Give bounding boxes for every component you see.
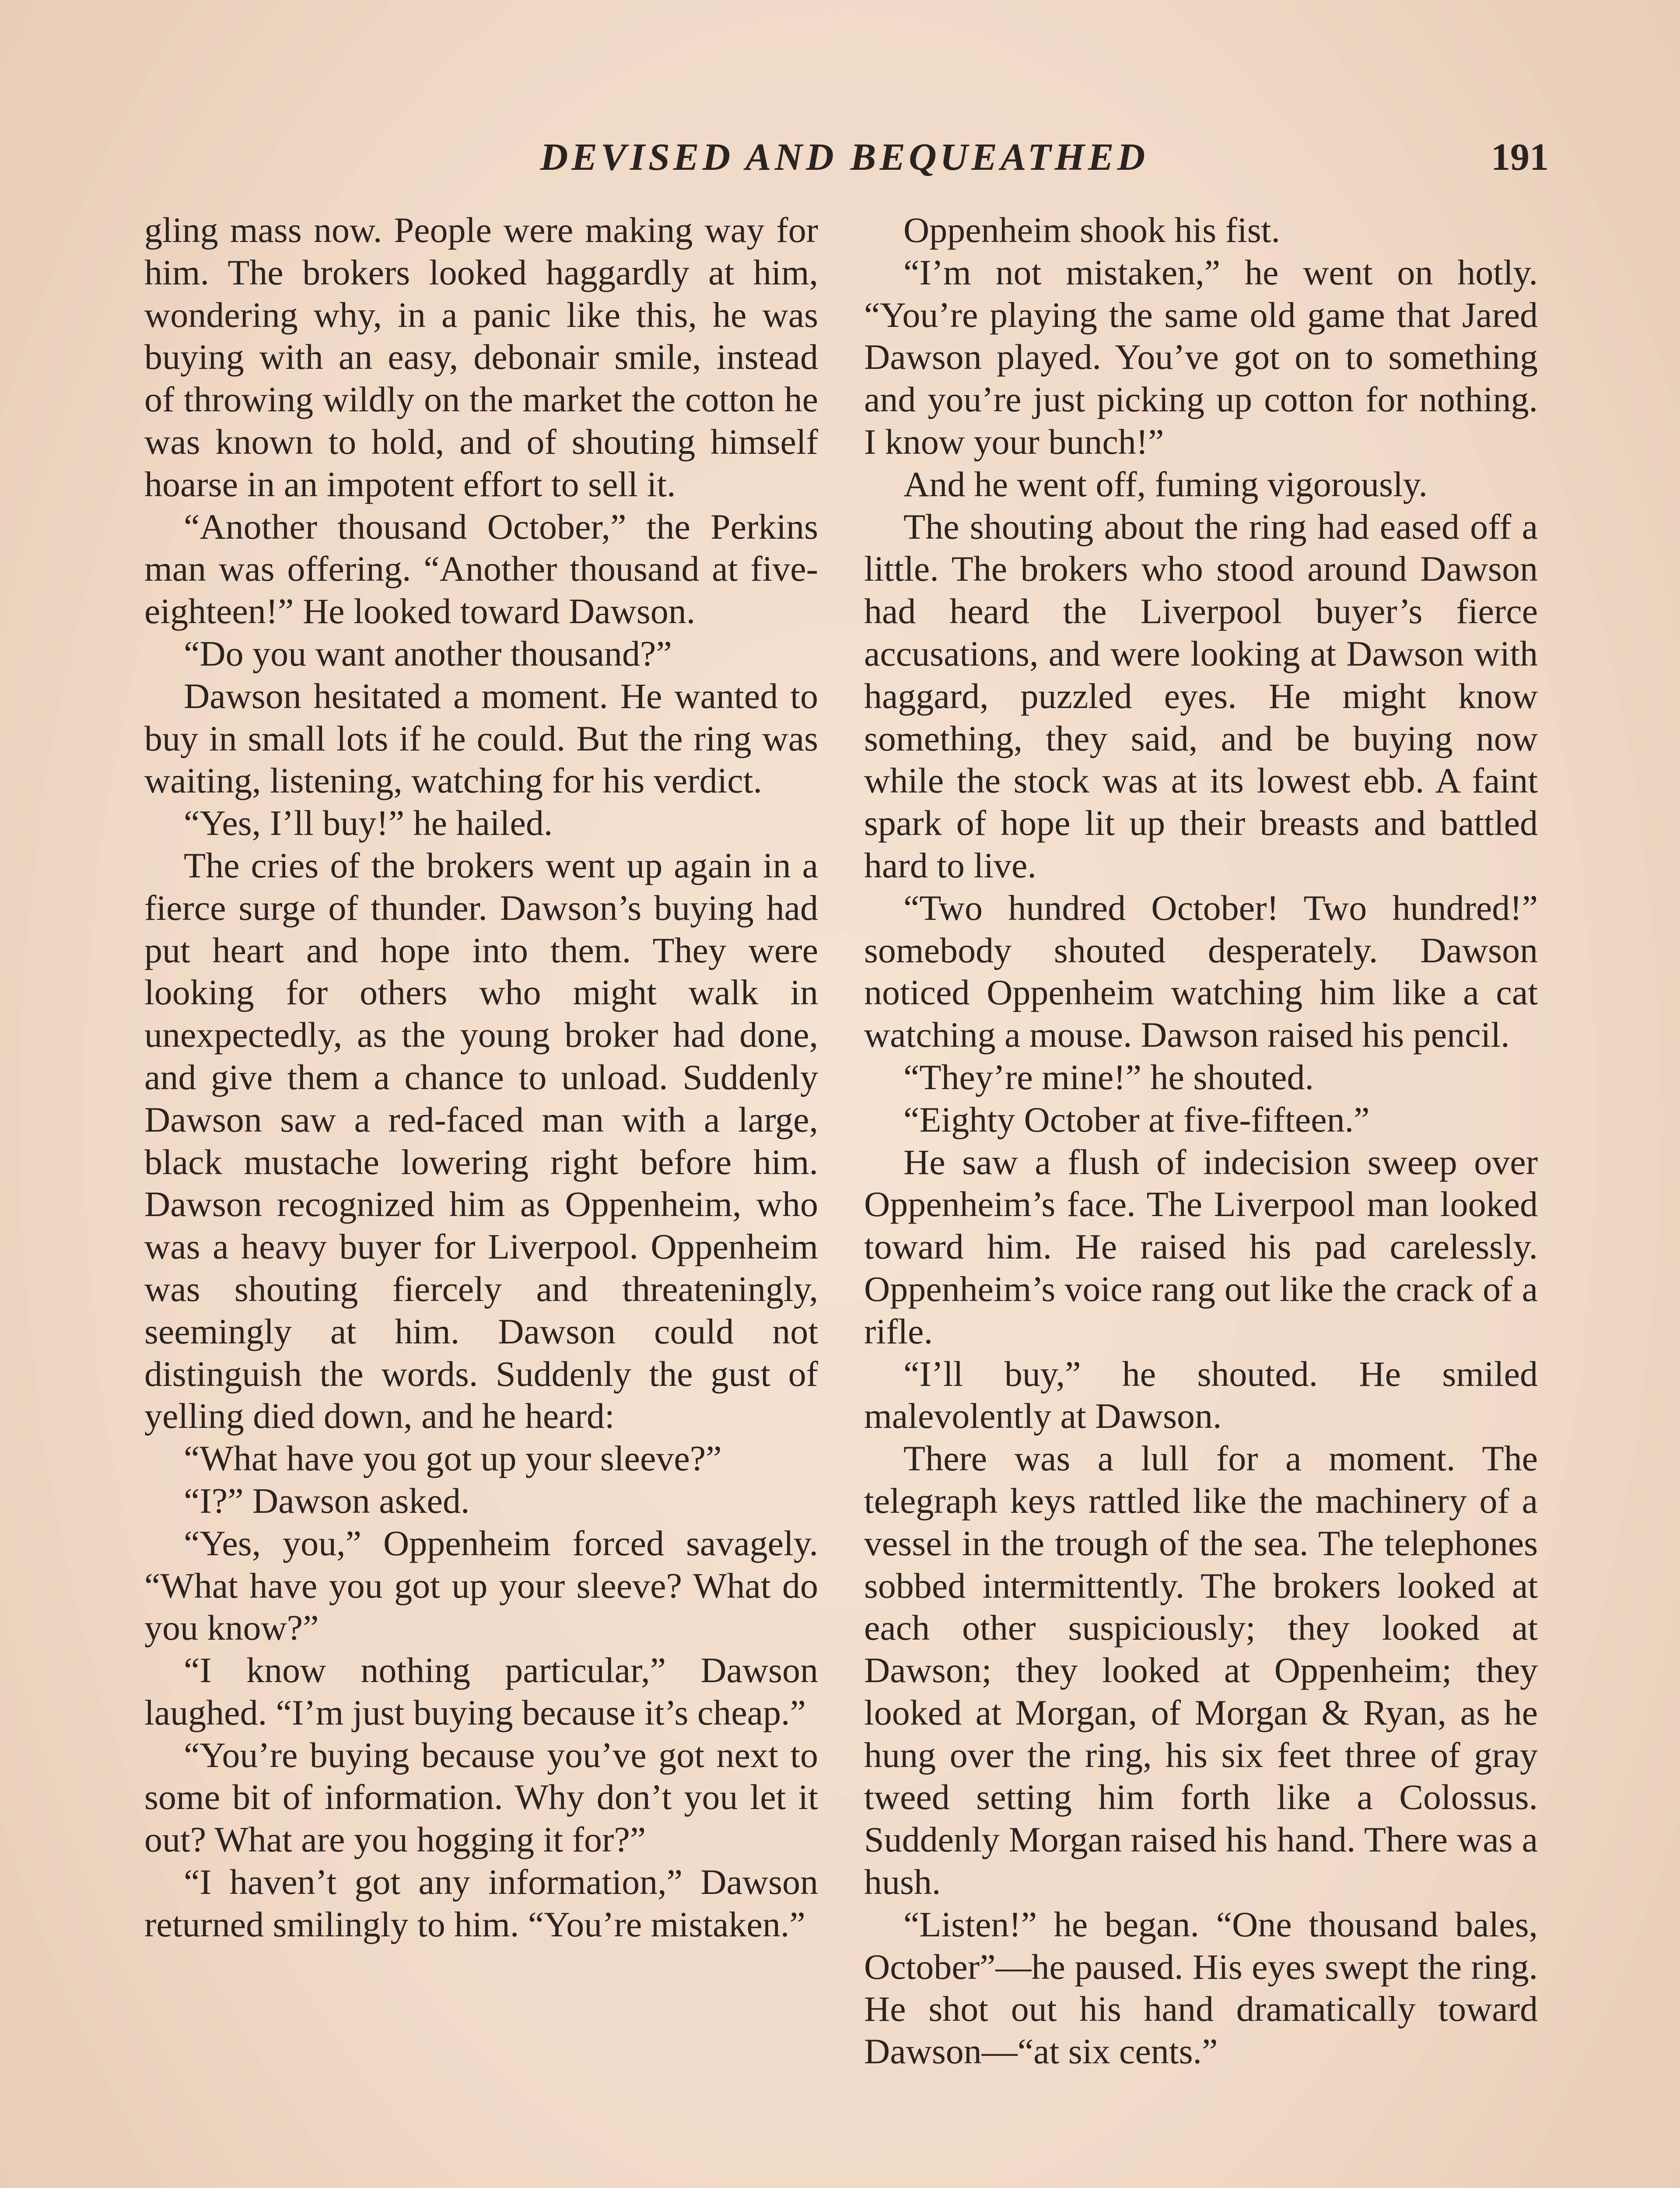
paragraph: “I’m not mistaken,” he went on hotly. “You’re playing the same old game that Jared Dawson played. You’ve got on to something and you’re just picking up cotton for nothing. I know your bunch!” xyxy=(864,252,1538,462)
paragraph: gling mass now. People were making way for him. The brokers looked haggardly at him, wondering why, in a panic like this, he was buying with an easy, debonair smile, instead of throwing wildly on the market the cotton he was known to hold, and of shouting himself hoarse in an impotent effort to sell it. xyxy=(144,210,818,504)
paragraph: “What have you got up your sleeve?” xyxy=(184,1438,722,1479)
paragraph: “They’re mine!” he shouted. xyxy=(903,1057,1314,1097)
paragraph: “I’ll buy,” he shouted. He smiled malevolently at Dawson. xyxy=(864,1353,1538,1436)
paragraph: “I?” Dawson asked. xyxy=(184,1480,470,1521)
paragraph: There was a lull for a moment. The telegraph keys rattled like the machinery of a vessel in the trough of the sea. The telephones sobbed intermittently. The brokers looked at each other suspiciously; they looked at Dawson; they looked at Oppenheim; they looked at Morgan, of Morgan & Ryan, as he hung over the ring, his six feet three of gray tweed setting him forth like a Colossus. Suddenly Morgan raised his hand. There was a hush. xyxy=(864,1438,1538,1902)
paragraph: Dawson hesitated a moment. He wanted to buy in small lots if he could. But the ring was waiting, listening, watching for his verdict. xyxy=(144,676,818,801)
left-column xyxy=(144,209,818,1946)
paragraph: “Eighty October at five-fifteen.” xyxy=(903,1099,1370,1140)
paragraph: “Yes, I’ll buy!” he hailed. xyxy=(184,803,553,843)
paragraph: “I haven’t got any information,” Dawson returned smilingly to him. “You’re mistaken.” xyxy=(144,1862,818,1944)
paragraph: “Do you want another thousand?” xyxy=(184,633,672,673)
paragraph: “Another thousand October,” the Perkins man was offering. “Another thousand at five-eighteen!” He looked toward Dawson. xyxy=(144,506,818,631)
paragraph: The shouting about the ring had eased off a little. The brokers who stood around Dawson had heard the Liverpool buyer’s fierce accusations, and were looking at Dawson with haggard, puzzled eyes. He might know something, they said, and be buying now while the stock was at its lowest ebb. A faint spark of hope lit up their breasts and battled hard to live. xyxy=(864,506,1538,885)
paragraph: Oppenheim shook his fist. xyxy=(903,210,1280,250)
paragraph: “You’re buying because you’ve got next to some bit of information. Why don’t you let it out? What are you hogging it for?” xyxy=(144,1735,818,1860)
page-number: 191 xyxy=(1491,136,1549,179)
paragraph: “I know nothing particular,” Dawson laughed. “I’m just buying because it’s cheap.” xyxy=(144,1650,818,1732)
paragraph: “Two hundred October! Two hundred!” somebody shouted desperately. Dawson noticed Oppenheim watching him like a cat watching a mouse. Dawson raised his pencil. xyxy=(864,887,1538,1055)
paragraph: The cries of the brokers went up again in a fierce surge of thunder. Dawson’s buying had put heart and hope into them. They were looking for others who might walk in unexpectedly, as the young broker had done, and give them a chance to unload. Suddenly Dawson saw a red-faced man with a large, black mustache lowering right before him. Dawson recognized him as Oppenheim, who was a heavy buyer for Liverpool. Oppenheim was shouting fiercely and threateningly, seemingly at him. Dawson could not distinguish the words. Suddenly the gust of yelling died down, and he heard: xyxy=(144,845,818,1436)
paragraph: He saw a flush of indecision sweep over Oppenheim’s face. The Liverpool man looked toward him. He raised his pad carelessly. Oppenheim’s voice rang out like the crack of a rifle. xyxy=(864,1142,1538,1351)
paragraph: And he went off, fuming vigorously. xyxy=(903,464,1428,504)
paragraph: “Yes, you,” Oppenheim forced savagely. “What have you got up your sleeve? What do you know?” xyxy=(144,1523,818,1648)
paragraph: “Listen!” he began. “One thousand bales, October”—he paused. His eyes swept the ring. He shot out his hand dramatically toward Dawson—“at six cents.” xyxy=(864,1904,1538,2072)
running-head: DEVISED AND BEQUEATHED xyxy=(540,136,1149,179)
right-column xyxy=(864,209,1538,2073)
page-header xyxy=(144,131,1549,184)
